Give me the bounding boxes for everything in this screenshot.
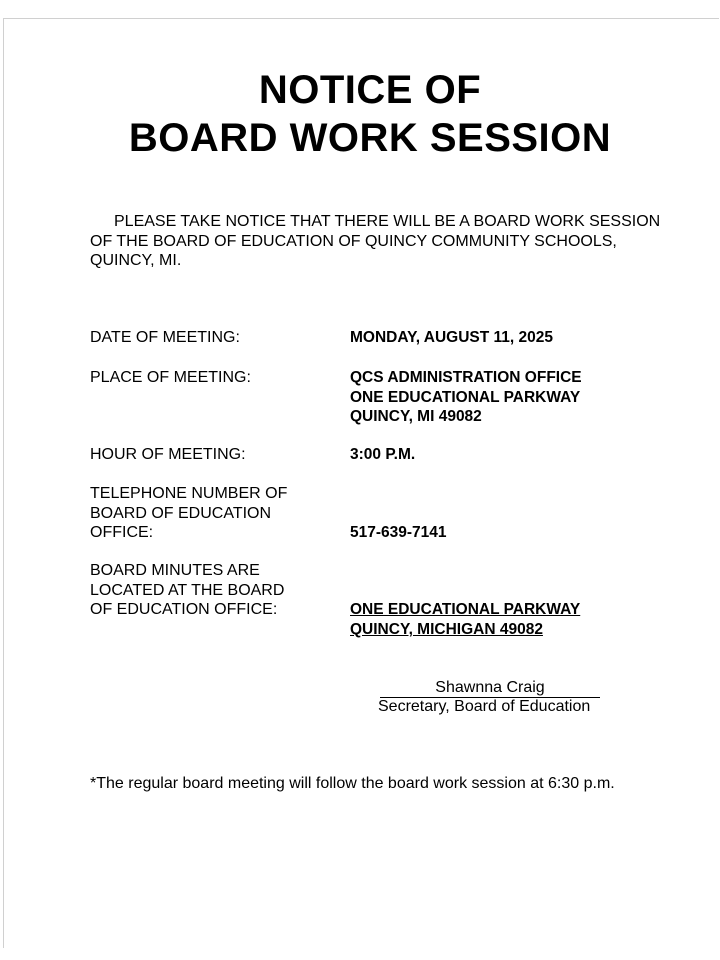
phone-label-line-3: OFFICE: xyxy=(90,524,154,541)
minutes-label-line-3: OF EDUCATION OFFICE: xyxy=(90,601,278,618)
date-value: MONDAY, AUGUST 11, 2025 xyxy=(350,329,554,346)
title-line-2: BOARD WORK SESSION xyxy=(128,116,612,160)
minutes-label-line-2: LOCATED AT THE BOARD xyxy=(90,581,285,599)
title-line-1: NOTICE OF xyxy=(258,68,482,112)
intro-paragraph xyxy=(90,212,670,271)
phone-label-line-1: TELEPHONE NUMBER OF xyxy=(90,485,288,502)
minutes-label-line-1: BOARD MINUTES ARE xyxy=(90,562,260,579)
footnote: *The regular board meeting will follow the board work session at 6:30 p.m. xyxy=(90,775,615,792)
signature-title: Secretary, Board of Education xyxy=(378,698,591,715)
place-label: PLACE OF MEETING: xyxy=(90,369,251,386)
phone-value: 517-639-7141 xyxy=(350,524,447,541)
place-line-2: ONE EDUCATIONAL PARKWAY xyxy=(350,388,581,406)
hour-label: HOUR OF MEETING: xyxy=(90,446,246,463)
intro-text: PLEASE TAKE NOTICE THAT THERE WILL BE A BOARD WORK SESSION OF THE BOARD OF EDUCATION OF QUINCY COMMUNITY SCHOOLS, QUINCY, MI. xyxy=(90,213,661,269)
place-line-1: QCS ADMINISTRATION OFFICE xyxy=(350,369,582,386)
minutes-line-2: QUINCY, MICHIGAN 49082 xyxy=(350,620,543,638)
signature-name: Shawnna Craig xyxy=(380,678,600,698)
date-label: DATE OF MEETING: xyxy=(90,329,240,346)
hour-value: 3:00 P.M. xyxy=(350,446,416,463)
phone-label-line-2: BOARD OF EDUCATION xyxy=(90,504,272,522)
place-line-3: QUINCY, MI 49082 xyxy=(350,408,482,425)
minutes-line-1: ONE EDUCATIONAL PARKWAY xyxy=(350,601,581,618)
